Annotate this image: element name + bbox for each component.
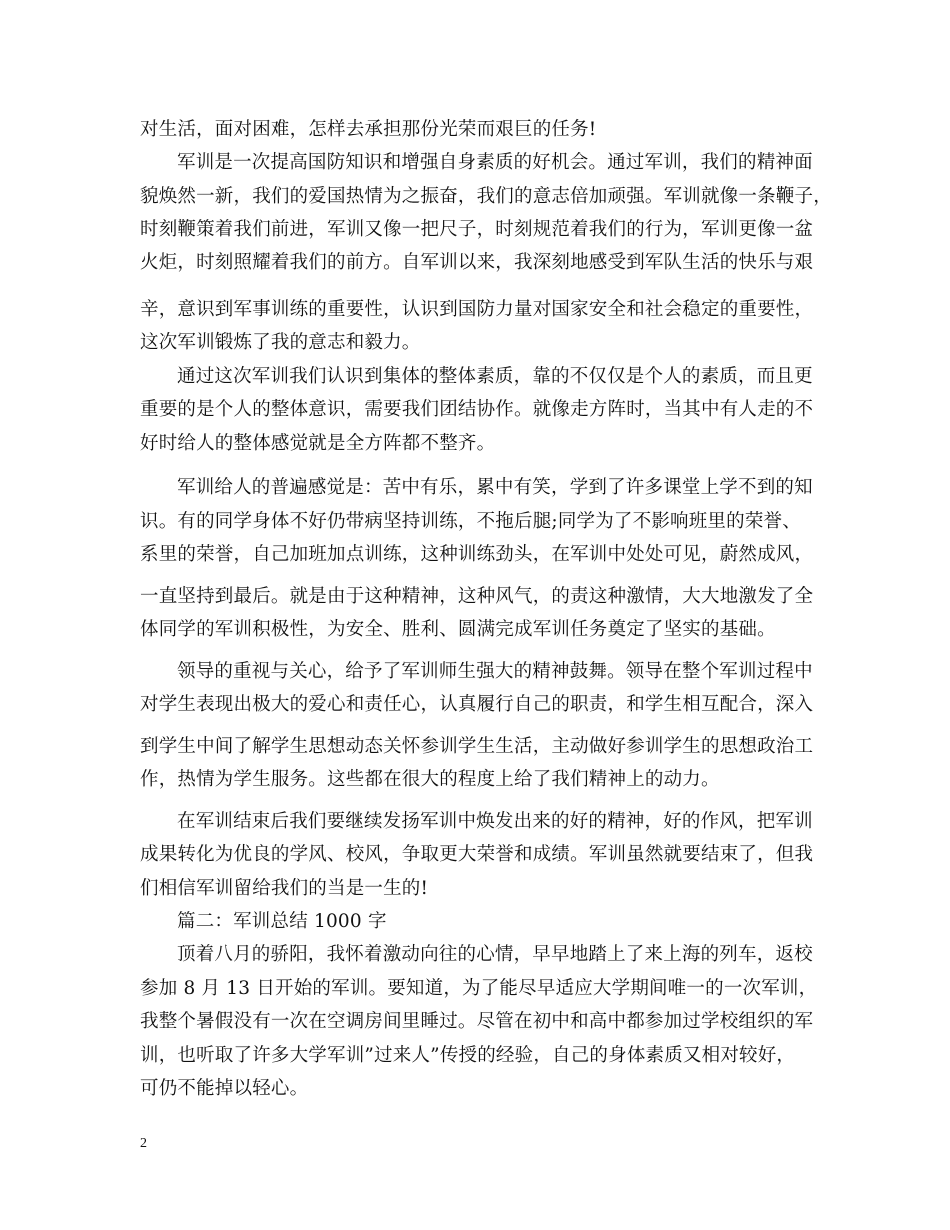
text-line: 参加 8 月 13 日开始的军训。要知道，为了能尽早适应大学期间唯一的一次军训， <box>140 978 818 999</box>
text-line: 成果转化为优良的学风、校风，争取更大荣誉和成绩。军训虽然就要结束了，但我 <box>140 844 814 865</box>
page-number: 2 <box>140 1136 147 1151</box>
text-line: 时刻鞭策着我们前进，军训又像一把尺子，时刻规范着我们的行为，军训更像一盆 <box>140 219 814 240</box>
text-line: 貌焕然一新，我们的爱国热情为之振奋，我们的意志倍加顽强。军训就像一条鞭子， <box>140 186 832 207</box>
text-line: 一直坚持到最后。就是由于这种精神，这种风气，的责这种激情，大大地激发了全 <box>140 586 814 607</box>
text-line: 好时给人的整体感觉就是全方阵都不整齐。 <box>140 433 496 454</box>
text-line: 到学生中间了解学生思想动态关怀参训学生生活，主动做好参训学生的思想政治工 <box>140 736 814 757</box>
text-line: 火炬，时刻照耀着我们的前方。自军训以来，我深刻地感受到军队生活的快乐与艰 <box>140 252 814 273</box>
text-line: 我整个暑假没有一次在空调房间里睡过。尽管在初中和高中都参加过学校组织的军 <box>140 1011 814 1032</box>
text-line: 训，也听取了许多大学军训”过来人”传授的经验，自己的身体素质又相对较好， <box>140 1045 796 1066</box>
text-line: 体同学的军训积极性，为安全、胜利、圆满完成军训任务奠定了坚实的基础。 <box>140 619 776 640</box>
text-line: 可仍不能掉以轻心。 <box>140 1078 309 1099</box>
text-line: 领导的重视与关心，给予了军训师生强大的精神鼓舞。领导在整个军训过程中 <box>177 661 813 682</box>
text-line: 对学生表现出极大的爱心和责任心，认真履行自己的职责，和学生相互配合，深入 <box>140 694 814 715</box>
text-line: 重要的是个人的整体意识，需要我们团结协作。就像走方阵时，当其中有人走的不 <box>140 399 814 420</box>
text-line: 系里的荣誉，自己加班加点训练，这种训练劲头，在军训中处处可见，蔚然成风， <box>140 544 814 565</box>
text-line: 识。有的同学身体不好仍带病坚持训练，不拖后腿;同学为了不影响班里的荣誉、 <box>140 511 801 532</box>
text-line: 军训给人的普遍感觉是：苦中有乐，累中有笑，学到了许多课堂上学不到的知 <box>177 477 813 498</box>
text-line: 作，热情为学生服务。这些都在很大的程度上给了我们精神上的动力。 <box>140 769 720 790</box>
text-line: 顶着八月的骄阳，我怀着激动向往的心情，早早地踏上了来上海的列车，返校 <box>177 944 813 965</box>
text-line: 军训是一次提高国防知识和增强自身素质的好机会。通过军训，我们的精神面 <box>177 152 813 173</box>
text-line: 们相信军训留给我们的当是一生的! <box>140 878 429 899</box>
text-line: 通过这次军训我们认识到集体的整体素质，靠的不仅仅是个人的素质，而且更 <box>177 366 813 387</box>
section-heading: 篇二：军训总结 1000 字 <box>177 911 387 932</box>
text-line: 对生活，面对困难，怎样去承担那份光荣而艰巨的任务! <box>140 119 597 140</box>
text-line: 这次军训锻炼了我的意志和毅力。 <box>140 332 421 353</box>
text-line: 在军训结束后我们要继续发扬军训中焕发出来的好的精神，好的作风，把军训 <box>177 811 813 832</box>
text-line: 辛，意识到军事训练的重要性，认识到国防力量对国家安全和社会稳定的重要性， <box>140 299 814 320</box>
